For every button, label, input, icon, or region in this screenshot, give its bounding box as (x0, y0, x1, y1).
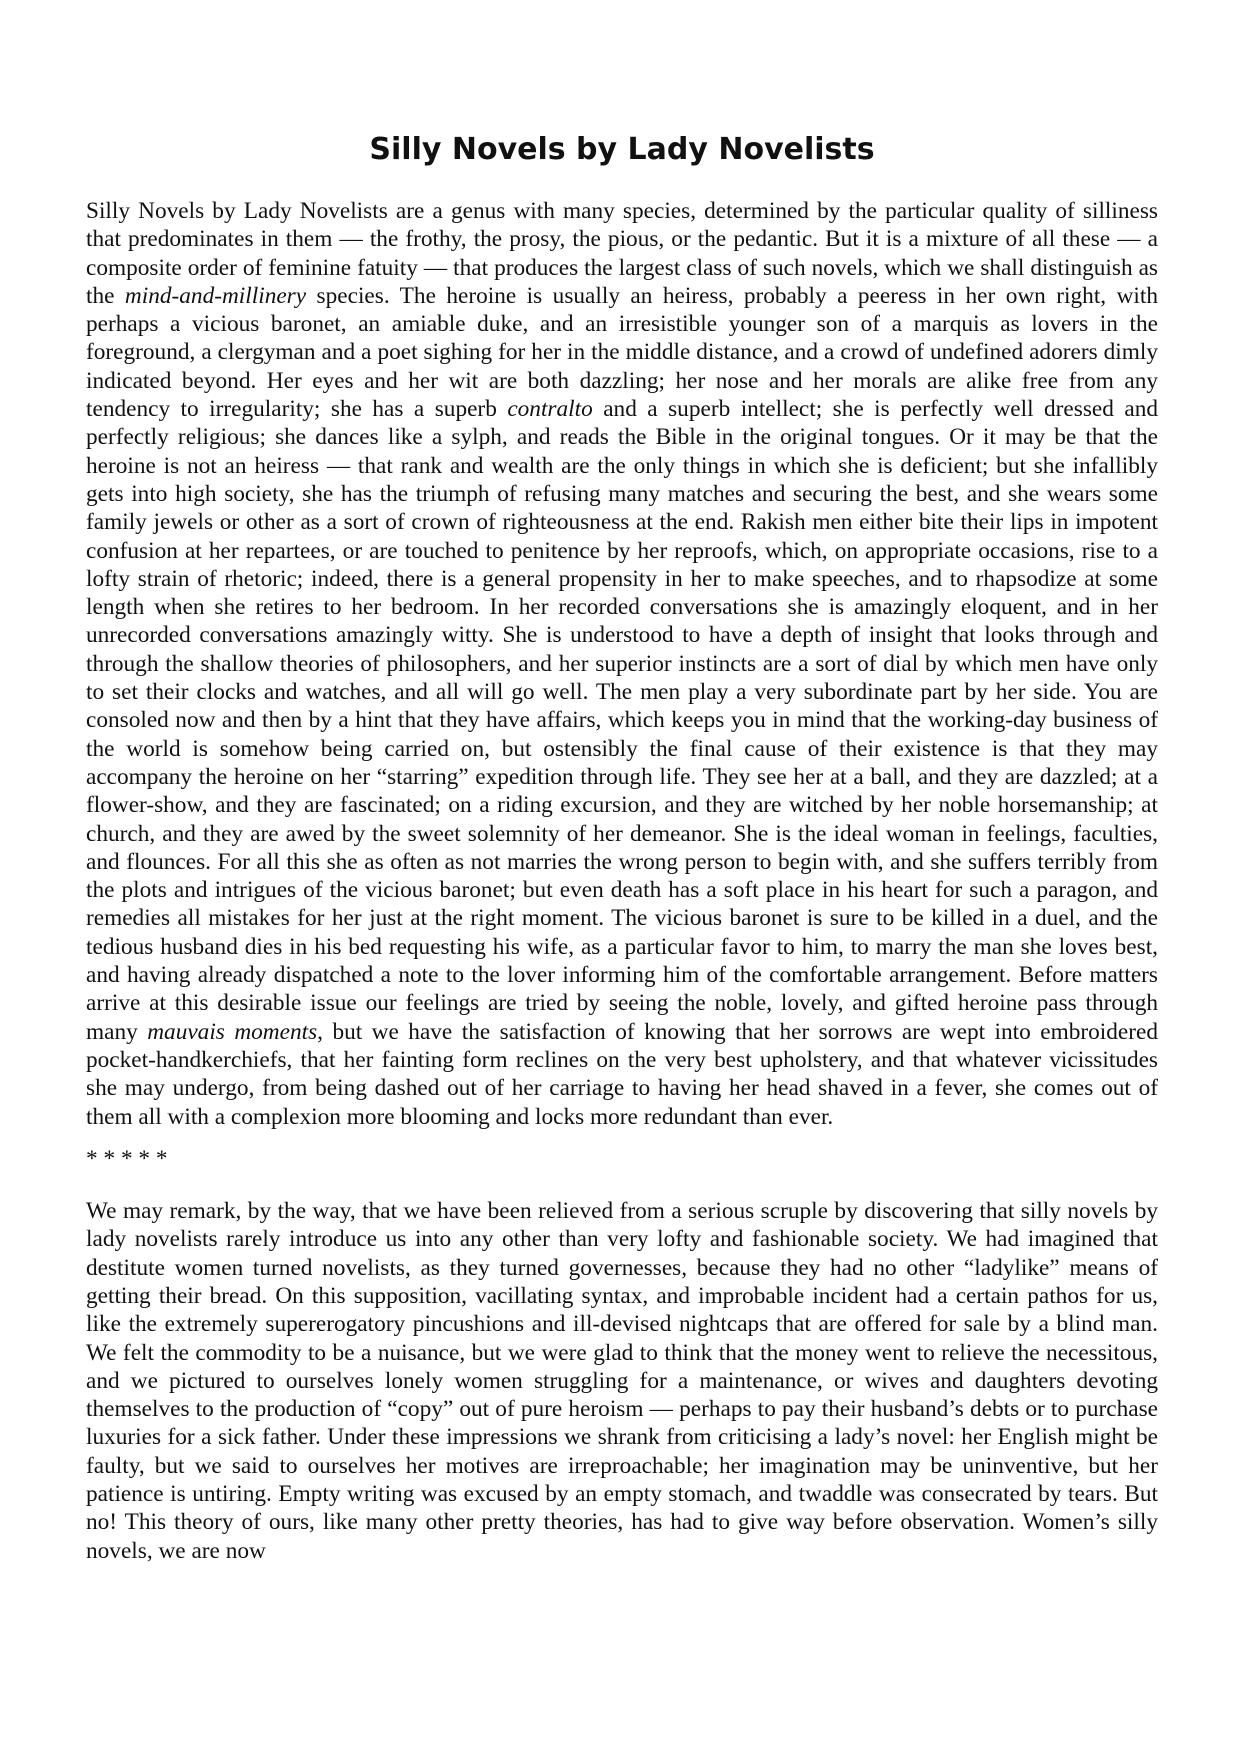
italic-mind-and-millinery: mind-and-millinery (124, 282, 307, 309)
italic-contralto: contralto (507, 396, 593, 423)
paragraph-1-text-b: species. The heroine is usually an heiress, probably a peeress in her own right, with perhaps a vicious baronet, an amiable duke, and an irresistible younger son of a marquis as lovers in the foreground, a clergyman and a poet sighing for her in the middle distance, and a crowd of undefined adorers dimly indicated beyond. Her eyes and her wit are both dazzling; her nose and her morals are alike free from any tendency to irregularity; she has a superb (86, 282, 1158, 423)
paragraph-1-text-c: and a superb intellect; she is perfectly well dressed and perfectly religious; she dances like a sylph, and reads the Bible in the original tongues. Or it may be that the heroine is not an heiress — that rank and wealth are the only things in which she is deficient; but she infallibly gets into high society, she has the triumph of refusing many matches and securing the best, and she wears some family jewels or other as a sort of crown of righteousness at the end. Rakish men either bite their lips in impotent confusion at her repartees, or are touched to penitence by her reproofs, which, on appropriate occasions, rise to a lofty strain of rhetoric; indeed, there is a general propensity in her to make speeches, and to rhapsodize at some length when she retires to her bedroom. In her recorded conversations she is amazingly eloquent, and in her unrecorded conversations amazingly witty. She is understood to have a depth of insight that looks through and through the shallow theories of philosophers, and her superior instincts are a sort of dial by which men have only to set their clocks and watches, and all will go well. The men play a very subordinate part by her side. You are consoled now and then by a hint that they have affairs, which keeps you in mind that the working-day business of the world is somehow being carried on, but ostensibly the final cause of their existence is that they may accompany the heroine on her “starring” expedition through life. They see her at a ball, and they are dazzled; at a flower-show, and they are fascinated; on a riding excursion, and they are witched by her noble horsemanship; at church, and they are awed by the sweet solemnity of her demeanor. She is the ideal woman in feelings, faculties, and flounces. For all this she as often as not marries the wrong person to begin with, and she suffers terribly from the plots and intrigues of the vicious baronet; but even death has a soft place in his heart for such a paragon, and remedies all mistakes for her just at the right moment. The vicious baronet is sure to be killed in a duel, and the tedious husband dies in his bed requesting his wife, as a particular favor to him, to marry the man she loves best, and having already dispatched a note to the lover informing him of the comfortable arrangement. Before matters arrive at this desirable issue our feelings are tried by seeing the noble, lovely, and gifted heroine pass through many (86, 396, 1158, 1045)
paragraph-1-text-a: Silly Novels by Lady Novelists are a genus with many species, determined by the particular quality of silliness that predominates in them — the frothy, the prosy, the pious, or the pedantic. But it is a mixture of all these — a composite order of feminine fatuity — that produces the largest class of such novels, which we shall distinguish as the (86, 198, 1158, 309)
section-separator: * * * * * (86, 1145, 168, 1172)
paragraph-1 (86, 197, 1158, 1131)
document-title: Silly Novels by Lady Novelists (369, 132, 875, 167)
paragraph-2: We may remark, by the way, that we have been relieved from a serious scruple by discovering that silly novels by lady novelists rarely introduce us into any other than very lofty and fashionable society. We had imagined that destitute women turned novelists, as they turned governesses, because they had no other “ladylike” means of getting their bread. On this supposition, vacillating syntax, and improbable incident had a certain pathos for us, like the extremely supererogatory pincushions and ill-devised nightcaps that are offered for sale by a blind man. We felt the commodity to be a nuisance, but we were glad to think that the money went to relieve the necessitous, and we pictured to ourselves lonely women struggling for a maintenance, or wives and daughters devoting themselves to the production of “copy” out of pure heroism — perhaps to pay their husband’s debts or to purchase luxuries for a sick father. Under these impressions we shrank from criticising a lady’s novel: her English might be faulty, but we said to ourselves her motives are irreproachable; her imagination may be uninventive, but her patience is untiring. Empty writing was excused by an empty stomach, and twaddle was consecrated by tears. But no! This theory of ours, like many other pretty theories, has had to give way before observation. Women’s silly novels, we are now (86, 1198, 1158, 1564)
document-page (86, 132, 1158, 1565)
italic-mauvais-moments: mauvais moments (147, 1018, 318, 1045)
paragraph-1-text-d: , but we have the satisfaction of knowing that her sorrows are wept into embroidered pocket-handkerchiefs, that her fainting form reclines on the very best upholstery, and that whatever vicissitudes she may undergo, from being dashed out of her carriage to having her head shaved in a fever, she comes out of them all with a complexion more blooming and locks more redundant than ever. (86, 1018, 1158, 1130)
